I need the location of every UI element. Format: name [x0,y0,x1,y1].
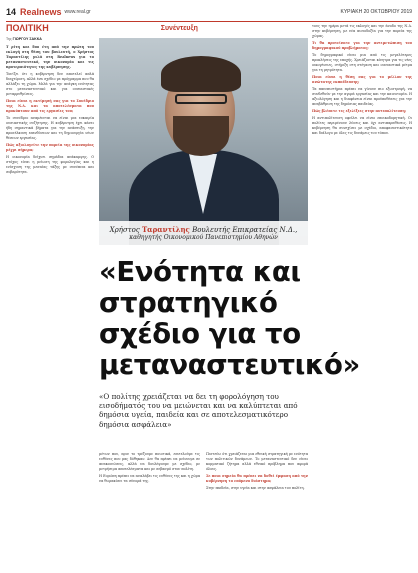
pull-quote: «Ο πολίτης χρειάζεται να δει τη φορολόγηση του εισοδήματός του να μειώνεται και να καλύπτεται από δημόσια υγεία, παιδεία και σε αποτελεσματικότερο δημόσια ασφάλεια» [99,392,298,429]
photo-glasses [175,94,227,104]
paragraph: Το συνέδριο αναμένεται να είναι μια ευκαιρία ουσιαστικής συζήτησης. Η κυβέρνηση έχει κάνει ήδη σημαντικά βήματα για την ανάπτυξη, την προσέλκυση επενδύσεων και τη δημιουργία νέων θέσεων εργασίας. [6,116,94,140]
paragraph: Η οικονομία δείχνει σημάδια ανάκαμψης. Ο στόχος είναι η μείωση της φορολογίας και η ενίσχυση της μεσαίας τάξης με συνέπεια και σοβαρότητα. [6,155,94,174]
paragraph: μέτων που, πριν το τρέξουμε ποιοτικά, επιτελούμε τις ευθύνες που μας δόθηκαν. Δεν θα πρέπει να μείνουμε σε ανακοινώσεις, αλλά να δουλέψουμε με σχέδιο, με μετρήσιμα αποτελέσματα και με σεβασμό στον πολίτη. [99,452,200,471]
brand-url: www.real.gr [64,9,91,15]
paragraph: Η αντιπολίτευση οφείλει να είναι εποικοδομητική. Οι πολίτες περιμένουν λύσεις και όχι αντιπαραθέσεις. Η κυβέρνηση θα συνεχίσει με σχέδιο, αποφασιστικότητα και διάλογο με όλες τις δυνάμεις του τόπου. [312,116,412,135]
caption-role-2: καθηγητής Οικονομικού Πανεπιστημίου Αθηνών [129,234,278,241]
paragraph: Πιστεύω ότι χρειάζεται μια εθνική στρατηγική με ενότητα των πολιτικών δυνάμεων. Το μεταναστευτικό δεν είναι κομματικό ζήτημα αλλά εθνικό πρόβλημα που αφορά όλους. [206,452,308,471]
section-title: ΠΟΛΙΤΙΚΗ [6,23,49,33]
page-number: 14 [6,7,17,17]
paragraph: Το δημογραφικό είναι μια από τις μεγαλύτερες προκλήσεις της εποχής. Χρειάζονται κίνητρα για τις νέες οικογένειες, στήριξη στη στέγαση και ουσιαστικά μέτρα για τη μητρότητα. [312,53,412,72]
section-subtitle: Συνέντευξη [160,24,198,32]
paragraph: Τα πανεπιστήμια πρέπει να γίνουν πιο εξωστρεφή, να συνδεθούν με την αγορά εργασίας και την καινοτομία. Η αξιολόγηση και η διαφάνεια είναι προϋποθέσεις για την αναβάθμιση της δημόσιας παιδείας. [312,87,412,106]
body-column-2 [99,452,200,567]
question: Πώς αξιολογείτε την πορεία της οικονομίας μέχρι σήμερα; [6,143,94,152]
caption-last-name: Ταραντίλης [141,225,190,234]
photo-caption [99,221,308,245]
question: Τι θα προτείνατε για την αντιμετώπιση του δημογραφικού προβλήματος; [312,41,412,50]
paragraph: Τονίζει ότι η κυβέρνηση δεν αποτελεί απλά διαχείριση, αλλά ένα σχέδιο με πρόγραμμα που θα αλλάξει τη χώρα. Μιλά για την ανάγκη ενότητας στο μεταναστευτικό και για ουσιαστικές μεταρρυθμίσεις. [6,72,94,96]
photo-beard [173,116,229,156]
caption-name [105,225,302,234]
byline [6,37,94,42]
caption-role-1: Βουλευτής Επικρατείας Ν.Δ., [192,226,298,234]
question: Πώς βλέπετε τις εξελίξεις στην αντιπολίτευση; [312,109,407,113]
paragraph: Στην παιδεία, στην υγεία και στην ασφάλεια του πολίτη. [206,486,305,490]
caption-first-name: Χρήστος [109,226,140,234]
question: Ποια είναι η θέση σας για το μέλλον της ανώτατης εκπαίδευσης; [312,75,412,84]
paragraph: Η Ευρώπη πρέπει να αναλάβει τις ευθύνες της και η χώρα να θωρακίσει τα σύνορά της. [99,474,200,483]
brand-logo: Realnews [20,7,62,17]
paragraph: Τ ρίτη και δυο έτη από την πρώτη του εκλογή στη θέση του βουλευτή, ο Χρήστος Ταραντίλης μιλά στη Realnews για το μεταναστευτικό, την οικονομία και τις προτεραιότητες της κυβέρνησης. [6,45,94,69]
paragraph: τους την ημέρα μετά τις εκλογές και την άνοδο της Ν.Δ. στην κυβέρνηση, με νέα αισιοδοξία για την πορεία της χώρας. [312,24,412,38]
byline-author: ΓΙΩΡΓΟΥ ΣΑΚΚΑ [12,37,42,41]
photo-hair [161,56,241,92]
issue-date: ΚΥΡΙΑΚΗ 20 ΟΚΤΩΒΡΙΟΥ 2019 [340,9,412,15]
body-column-1 [6,37,94,567]
masthead [6,4,412,20]
body-column-3 [206,452,308,567]
body-column-4 [312,24,412,567]
question: Ποια είναι η εκτίμησή σας για το Συνέδριο της Ν.Δ. και τα αποτελέσματα που προκύπτουν από τις εργασίες του; [6,99,94,113]
headline: «Ενότητα και στρατηγικό σχέδιο για το μεταναστευτικό» [99,256,360,381]
portrait-photo [99,38,308,245]
question: Σε ποια σημεία θα πρέπει να δοθεί έμφαση από την κυβέρνηση το επόμενο διάστημα; [206,474,308,483]
byline-prefix: Της [6,37,12,41]
